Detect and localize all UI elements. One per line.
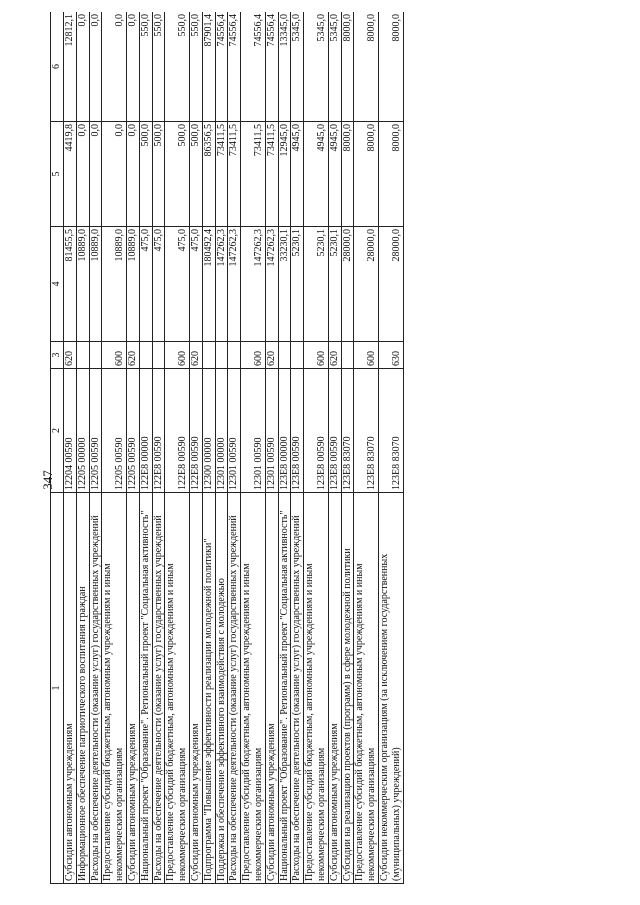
cell-amount-col6: 8000,0 bbox=[354, 12, 379, 122]
cell-amount-col5: 0,0 bbox=[102, 122, 127, 227]
table-row bbox=[189, 12, 202, 884]
table-row bbox=[126, 12, 139, 884]
cell-expense-type: 620 bbox=[265, 342, 278, 369]
cell-amount-col6: 550,0 bbox=[165, 12, 190, 122]
cell-amount-col4: 10889,0 bbox=[89, 227, 102, 342]
cell-amount-col4: 33230,1 bbox=[278, 227, 291, 342]
cell-amount-col6: 0,0 bbox=[102, 12, 127, 122]
cell-target-code: 12301 00590 bbox=[228, 369, 241, 493]
table-row bbox=[241, 12, 266, 884]
cell-expense-type: 600 bbox=[102, 342, 127, 369]
table-row bbox=[76, 12, 89, 884]
table-row bbox=[328, 12, 341, 884]
cell-target-code: 123E8 00590 bbox=[304, 369, 329, 493]
cell-amount-col4: 475,0 bbox=[189, 227, 202, 342]
cell-name: Субсидии автономным учреждениям bbox=[265, 493, 278, 884]
header-cell: 6 bbox=[51, 12, 64, 122]
cell-name: Поддержка и обеспечение эффективного взаимодействия с молодежью bbox=[215, 493, 228, 884]
cell-amount-col4: 28000,0 bbox=[341, 227, 354, 342]
cell-expense-type bbox=[228, 342, 241, 369]
cell-target-code: 12300 00000 bbox=[202, 369, 215, 493]
cell-amount-col5: 4419,8 bbox=[64, 122, 77, 227]
cell-expense-type: 630 bbox=[378, 342, 403, 369]
cell-amount-col5: 0,0 bbox=[76, 122, 89, 227]
cell-amount-col5: 8000,0 bbox=[341, 122, 354, 227]
cell-amount-col6: 87901,4 bbox=[202, 12, 215, 122]
cell-target-code: 12205 00000 bbox=[76, 369, 89, 493]
cell-name: Предоставление субсидий бюджетным, автономным учреждениям и иным некоммерческим организациям bbox=[102, 493, 127, 884]
cell-expense-type: 600 bbox=[241, 342, 266, 369]
cell-amount-col6: 74556,4 bbox=[228, 12, 241, 122]
header-cell: 2 bbox=[51, 369, 64, 493]
table-row bbox=[202, 12, 215, 884]
cell-target-code: 12205 00590 bbox=[126, 369, 139, 493]
table-row bbox=[378, 12, 403, 884]
cell-amount-col5: 0,0 bbox=[89, 122, 102, 227]
table-header-row bbox=[51, 12, 64, 884]
cell-name: Подпрограмма "Повышение эффективности реализации молодежной политики" bbox=[202, 493, 215, 884]
cell-name: Субсидии на реализацию проектов (программ) в сфере молодежной политики bbox=[341, 493, 354, 884]
cell-amount-col5: 0,0 bbox=[126, 122, 139, 227]
cell-amount-col5: 4945,0 bbox=[291, 122, 304, 227]
cell-amount-col5: 86356,5 bbox=[202, 122, 215, 227]
cell-name: Субсидии автономным учреждениям bbox=[189, 493, 202, 884]
cell-amount-col5: 500,0 bbox=[189, 122, 202, 227]
cell-target-code: 123E8 83070 bbox=[341, 369, 354, 493]
cell-target-code: 12301 00590 bbox=[265, 369, 278, 493]
table-row bbox=[341, 12, 354, 884]
cell-target-code: 123E8 83070 bbox=[378, 369, 403, 493]
cell-amount-col6: 13345,0 bbox=[278, 12, 291, 122]
cell-amount-col6: 74556,4 bbox=[215, 12, 228, 122]
cell-amount-col4: 28000,0 bbox=[354, 227, 379, 342]
cell-amount-col4: 475,0 bbox=[152, 227, 165, 342]
cell-amount-col4: 147262,3 bbox=[228, 227, 241, 342]
table-row bbox=[291, 12, 304, 884]
cell-amount-col4: 28000,0 bbox=[378, 227, 403, 342]
cell-name: Субсидии некоммерческим организациям (за исключением государственных (муниципальных) учреждений) bbox=[378, 493, 403, 884]
cell-name: Расходы на обеспечение деятельности (оказание услуг) государственных учреждений bbox=[228, 493, 241, 884]
cell-amount-col6: 0,0 bbox=[126, 12, 139, 122]
budget-table bbox=[50, 12, 404, 884]
cell-target-code: 123E8 00590 bbox=[328, 369, 341, 493]
table-row bbox=[64, 12, 77, 884]
cell-name: Расходы на обеспечение деятельности (оказание услуг) государственных учреждений bbox=[291, 493, 304, 884]
cell-amount-col5: 500,0 bbox=[165, 122, 190, 227]
table-row bbox=[228, 12, 241, 884]
cell-expense-type bbox=[278, 342, 291, 369]
table-rotor bbox=[50, 12, 610, 884]
cell-expense-type: 620 bbox=[126, 342, 139, 369]
cell-amount-col4: 10889,0 bbox=[126, 227, 139, 342]
cell-amount-col5: 8000,0 bbox=[354, 122, 379, 227]
cell-name: Предоставление субсидий бюджетным, автономным учреждениям и иным некоммерческим организациям bbox=[304, 493, 329, 884]
cell-name: Расходы на обеспечение деятельности (оказание услуг) государственных учреждений bbox=[89, 493, 102, 884]
cell-amount-col5: 73411,5 bbox=[265, 122, 278, 227]
cell-amount-col5: 73411,5 bbox=[215, 122, 228, 227]
cell-amount-col4: 5230,1 bbox=[291, 227, 304, 342]
cell-amount-col5: 8000,0 bbox=[378, 122, 403, 227]
cell-name: Информационное обеспечение патриотического воспитания граждан bbox=[76, 493, 89, 884]
cell-amount-col6: 74556,4 bbox=[265, 12, 278, 122]
cell-expense-type: 620 bbox=[328, 342, 341, 369]
table-row bbox=[152, 12, 165, 884]
cell-amount-col6: 74556,4 bbox=[241, 12, 266, 122]
cell-target-code: 123E8 00000 bbox=[278, 369, 291, 493]
cell-expense-type bbox=[139, 342, 152, 369]
cell-amount-col5: 73411,5 bbox=[228, 122, 241, 227]
cell-expense-type: 600 bbox=[165, 342, 190, 369]
cell-target-code: 12301 00000 bbox=[215, 369, 228, 493]
cell-target-code: 12204 00590 bbox=[64, 369, 77, 493]
cell-amount-col4: 147262,3 bbox=[265, 227, 278, 342]
cell-name: Национальный проект "Образование". Региональный проект "Социальная активность" bbox=[278, 493, 291, 884]
cell-amount-col6: 0,0 bbox=[89, 12, 102, 122]
cell-target-code: 123E8 00590 bbox=[291, 369, 304, 493]
cell-expense-type: 600 bbox=[354, 342, 379, 369]
cell-amount-col4: 5230,1 bbox=[304, 227, 329, 342]
cell-expense-type: 620 bbox=[189, 342, 202, 369]
cell-amount-col4: 475,0 bbox=[139, 227, 152, 342]
header-cell: 3 bbox=[51, 342, 64, 369]
cell-target-code: 12205 00590 bbox=[102, 369, 127, 493]
cell-target-code: 122E8 00590 bbox=[165, 369, 190, 493]
cell-target-code: 12301 00590 bbox=[241, 369, 266, 493]
cell-amount-col5: 500,0 bbox=[139, 122, 152, 227]
cell-expense-type: 600 bbox=[304, 342, 329, 369]
cell-expense-type: 620 bbox=[64, 342, 77, 369]
cell-name: Субсидии автономным учреждениям bbox=[64, 493, 77, 884]
cell-name: Предоставление субсидий бюджетным, автономным учреждениям и иным некоммерческим организациям bbox=[241, 493, 266, 884]
cell-amount-col4: 81455,5 bbox=[64, 227, 77, 342]
cell-name: Предоставление субсидий бюджетным, автономным учреждениям и иным некоммерческим организациям bbox=[354, 493, 379, 884]
table-row bbox=[139, 12, 152, 884]
table-body bbox=[64, 12, 404, 884]
cell-amount-col6: 8000,0 bbox=[378, 12, 403, 122]
cell-amount-col4: 147262,3 bbox=[215, 227, 228, 342]
cell-expense-type bbox=[291, 342, 304, 369]
cell-name: Субсидии автономным учреждениям bbox=[328, 493, 341, 884]
cell-amount-col4: 147262,3 bbox=[241, 227, 266, 342]
rotated-sheet bbox=[50, 12, 610, 884]
table-row bbox=[89, 12, 102, 884]
cell-expense-type bbox=[341, 342, 354, 369]
cell-amount-col5: 500,0 bbox=[152, 122, 165, 227]
cell-target-code: 122E8 00590 bbox=[189, 369, 202, 493]
cell-amount-col5: 4945,0 bbox=[328, 122, 341, 227]
cell-amount-col6: 8000,0 bbox=[341, 12, 354, 122]
cell-amount-col4: 180492,4 bbox=[202, 227, 215, 342]
cell-expense-type bbox=[89, 342, 102, 369]
cell-name: Расходы на обеспечение деятельности (оказание услуг) государственных учреждений bbox=[152, 493, 165, 884]
cell-expense-type bbox=[152, 342, 165, 369]
table-row bbox=[265, 12, 278, 884]
table-row bbox=[304, 12, 329, 884]
cell-target-code: 123E8 83070 bbox=[354, 369, 379, 493]
cell-name: Предоставление субсидий бюджетным, автономным учреждениям и иным некоммерческим организациям bbox=[165, 493, 190, 884]
table-row bbox=[354, 12, 379, 884]
cell-amount-col6: 5345,0 bbox=[291, 12, 304, 122]
cell-amount-col6: 550,0 bbox=[189, 12, 202, 122]
cell-amount-col5: 73411,5 bbox=[241, 122, 266, 227]
cell-amount-col6: 5345,0 bbox=[304, 12, 329, 122]
table-row bbox=[165, 12, 190, 884]
cell-amount-col5: 4945,0 bbox=[304, 122, 329, 227]
cell-name: Национальный проект "Образование". Региональный проект "Социальная активность" bbox=[139, 493, 152, 884]
cell-amount-col4: 5230,1 bbox=[328, 227, 341, 342]
cell-amount-col6: 550,0 bbox=[139, 12, 152, 122]
cell-expense-type bbox=[202, 342, 215, 369]
cell-expense-type bbox=[76, 342, 89, 369]
cell-expense-type bbox=[215, 342, 228, 369]
cell-amount-col6: 550,0 bbox=[152, 12, 165, 122]
cell-amount-col4: 10889,0 bbox=[76, 227, 89, 342]
cell-amount-col4: 475,0 bbox=[165, 227, 190, 342]
header-cell: 1 bbox=[51, 493, 64, 884]
table-row bbox=[102, 12, 127, 884]
cell-target-code: 12205 00590 bbox=[89, 369, 102, 493]
table-row bbox=[215, 12, 228, 884]
cell-amount-col5: 12945,0 bbox=[278, 122, 291, 227]
header-cell: 5 bbox=[51, 122, 64, 227]
cell-target-code: 122E8 00590 bbox=[152, 369, 165, 493]
cell-name: Субсидии автономным учреждениям bbox=[126, 493, 139, 884]
table-row bbox=[278, 12, 291, 884]
cell-amount-col6: 5345,0 bbox=[328, 12, 341, 122]
cell-target-code: 122E8 00000 bbox=[139, 369, 152, 493]
page-number: 347 bbox=[40, 470, 55, 490]
cell-amount-col4: 10889,0 bbox=[102, 227, 127, 342]
cell-amount-col6: 12812,1 bbox=[64, 12, 77, 122]
header-cell: 4 bbox=[51, 227, 64, 342]
cell-amount-col6: 0,0 bbox=[76, 12, 89, 122]
